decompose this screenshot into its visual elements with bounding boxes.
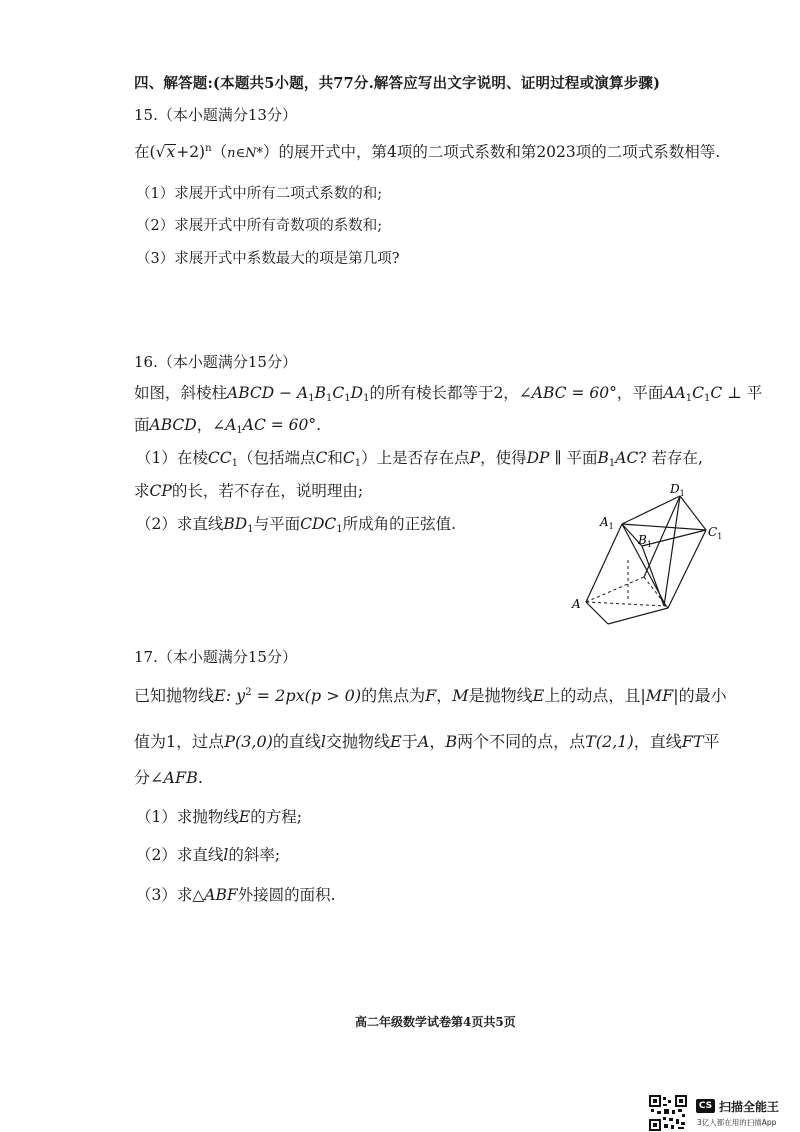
q17-l2-B: B [445, 732, 458, 751]
q16-part-1 [136, 446, 703, 469]
q15-stem-paren-open: （ [211, 143, 228, 161]
q16-sub: 1 [236, 425, 243, 436]
sqrt-icon: √ [155, 143, 166, 161]
q16-part-1-cont [134, 479, 363, 501]
q16-p2-BD: BD [223, 515, 248, 533]
q17-p2-a: （2）求直线 [136, 846, 224, 864]
q16-sub: 1 [336, 524, 343, 535]
q16-plane-c: C [692, 384, 705, 402]
q16-p2-c: 所成角的正弦值. [342, 515, 457, 533]
q15-stem-x: x [166, 143, 176, 161]
q17-line-3 [134, 765, 203, 788]
q15-stem-plus: +2) [176, 143, 206, 161]
q16-angle2-b: AC = 60° [242, 416, 317, 434]
q16-sub: 1 [608, 458, 616, 469]
q17-part-3 [136, 883, 336, 905]
dashed-a-c [586, 602, 666, 606]
q17-l2-P: P(3,0) [224, 732, 273, 751]
q15-part-1: （1）求展开式中所有二项式系数的和; [136, 186, 383, 202]
q16-p1-C1: C [342, 449, 355, 467]
q15-part-3: （3）求展开式中系数最大的项是第几项? [136, 251, 400, 267]
q16-p2-CDC: CDC [300, 515, 337, 533]
q17-header: 17.（本小题满分15分） [134, 648, 297, 666]
q16-angle2-a: ∠A [212, 416, 237, 434]
q16-line-2 [134, 413, 321, 436]
q16-vertex-a: A [297, 384, 309, 402]
q17-part-2 [136, 843, 280, 865]
label-a: A [572, 597, 581, 611]
q17-l1-eq2: = 2px(p > 0) [251, 686, 362, 705]
label-c1: $C_1$ [708, 525, 723, 541]
q17-l1-MF: |MF| [640, 686, 679, 705]
q16-p2-b: 与平面 [253, 515, 301, 533]
q17-l3-a: 分 [134, 768, 151, 787]
q17-l2-T: T(2,1) [585, 732, 634, 751]
watermark-tagline: 3亿人都在用的扫描App [697, 1118, 777, 1127]
q16-plane-cc: C [710, 384, 723, 402]
q16-sub: 1 [247, 524, 254, 535]
q16-p1-d: ）上是否存在点 [361, 449, 470, 467]
q16-line1-perp: ⊥ 平 [722, 384, 763, 402]
q17-p3-b: 外接圆的面积. [237, 886, 336, 904]
q17-line-2 [134, 729, 720, 752]
q16-p1-cc: CC [207, 449, 232, 467]
q16-sub: 1 [363, 393, 370, 404]
q17-l1-E: E [214, 686, 226, 705]
q17-p1-a: （1）求抛物线 [136, 808, 239, 826]
q17-l2-E: E [390, 732, 402, 751]
q16-p1-a: （1）在棱 [136, 449, 208, 467]
q16-p2-a: （2）求直线 [136, 515, 224, 533]
q16-p1-CP: CP [149, 482, 172, 500]
q16-p1-P: P [469, 449, 481, 467]
q15-stem-rest: ）的展开式中，第4项的二项式系数和第2023项的二项式系数相等. [262, 143, 721, 161]
q17-p3-a: （3）求△ [136, 886, 205, 904]
q16-angle-abc: ∠ABC = 60° [518, 384, 617, 402]
q16-sub: 1 [354, 458, 362, 469]
q17-l1-c: ， [436, 686, 453, 705]
q16-line-1 [134, 381, 762, 404]
q15-stem-power: n [205, 143, 212, 154]
q16-part-2 [136, 512, 456, 535]
q17-l1-d: 是抛物线 [468, 686, 533, 705]
q16-sub: 1 [685, 393, 693, 404]
label-b1: $B_1$ [638, 533, 652, 549]
q16-p1-b: （包括端点 [237, 449, 316, 467]
q17-l2-FT: FT [681, 732, 704, 751]
q16-line2-end: . [316, 416, 322, 434]
q17-l1-e: 上的动点，且 [544, 686, 641, 705]
label-d1: $D_1$ [670, 482, 685, 498]
watermark-name: 扫描全能王 [719, 1100, 780, 1114]
q15-part-2: （2）求展开式中所有奇数项的系数和; [136, 218, 383, 234]
section-title: 四、解答题:(本题共5小题，共77分.解答应写出文字说明、证明过程或演算步骤) [134, 75, 661, 92]
edge-b-c [608, 608, 668, 624]
q16-prism-base: ABCD [227, 384, 275, 402]
q16-dash: − [274, 384, 298, 402]
q16-vertex-b: B [314, 384, 326, 402]
edge-a1-c1 [622, 524, 706, 530]
q16-sub: 1 [326, 393, 333, 404]
q16-p1-C: C [315, 449, 328, 467]
dashed-a-d [586, 577, 644, 602]
q17-l2-l: l [320, 732, 327, 751]
edge-a1-d1 [622, 496, 680, 524]
q17-p2-b: 的斜率; [228, 846, 281, 864]
q16-vertex-c: C [332, 384, 345, 402]
q17-l1-f: 的最小 [678, 686, 727, 705]
q17-l3-angle: ∠AFB [150, 768, 198, 787]
q16-header: 16.（本小题满分15分） [134, 353, 297, 371]
q16-line1-edges: 的所有棱长都等于2， [369, 384, 519, 402]
q17-p2-l: l [223, 846, 229, 864]
camscanner-logo-icon: CS [696, 1099, 715, 1113]
q16-p1-e: ，使得 [480, 449, 527, 467]
q16-line2-comma: ， [196, 416, 213, 434]
q17-l2-h: 平 [703, 732, 720, 751]
q17-p3-ABF: ABF [204, 886, 238, 904]
q17-l2-A: A [417, 732, 430, 751]
prism-figure [560, 482, 740, 637]
q16-line1-plane: ，平面 [616, 384, 664, 402]
q16-p1-B1: B [597, 449, 609, 467]
qr-code-icon [649, 1095, 687, 1131]
q16-sub: 1 [704, 393, 711, 404]
q16-p1-g: ? 若存在, [638, 449, 703, 467]
q15-stem-open: 在( [134, 143, 156, 161]
edge-d1-c1 [680, 496, 706, 530]
q16-p1-f: ∥ 平面 [549, 449, 598, 467]
q17-line-1 [134, 683, 727, 706]
q16-line1-intro: 如图，斜棱柱 [134, 384, 228, 402]
q17-l1-square: 2 [245, 687, 252, 698]
edge-a1-a [586, 524, 622, 602]
q17-l3-b: . [197, 768, 203, 787]
q17-l2-b: 的直线 [272, 732, 321, 751]
q16-line2-abcd: ABCD [149, 416, 197, 434]
page-footer: 高二年级数学试卷第4页共5页 [355, 1015, 516, 1029]
q16-p1-l2-b: 的长，若不存在，说明理由; [171, 482, 364, 500]
q16-p1-AC: AC [615, 449, 639, 467]
q16-line2-mian: 面 [134, 416, 150, 434]
q15-header: 15.（本小题满分13分） [134, 106, 297, 124]
q17-l1-F: F [425, 686, 437, 705]
q17-l1-E2: E [532, 686, 545, 705]
q16-p1-DP: DP [526, 449, 550, 467]
q16-p1-l2-a: 求 [134, 482, 150, 500]
q16-sub: 1 [308, 393, 315, 404]
q17-p1-b: 的方程; [250, 808, 302, 826]
q16-sub: 1 [344, 393, 351, 404]
q17-l2-c: 交抛物线 [326, 732, 391, 751]
q16-sub: 1 [231, 458, 238, 469]
q17-part-1 [136, 805, 302, 827]
q17-l2-e: ， [429, 732, 446, 751]
q17-l2-f: 两个不同的点，点 [457, 732, 586, 751]
q17-l2-g: ，直线 [633, 732, 682, 751]
q17-l2-d: 于 [401, 732, 418, 751]
q15-stem [134, 140, 720, 162]
q17-l1-M: M [452, 686, 469, 705]
q16-plane-aa: AA [663, 384, 686, 402]
label-a1: $A_1$ [600, 515, 614, 531]
q17-l1-a: 已知抛物线 [134, 686, 215, 705]
edge-a-b [586, 602, 608, 624]
q16-p1-c: 和 [327, 449, 343, 467]
q17-l1-eq: : y [225, 686, 246, 705]
q17-p1-E: E [238, 808, 251, 826]
q15-stem-condition: n∈N* [227, 146, 263, 161]
q17-l1-b: 的焦点为 [361, 686, 426, 705]
q17-l2-a: 值为1，过点 [134, 732, 225, 751]
q16-vertex-d: D [350, 384, 364, 402]
